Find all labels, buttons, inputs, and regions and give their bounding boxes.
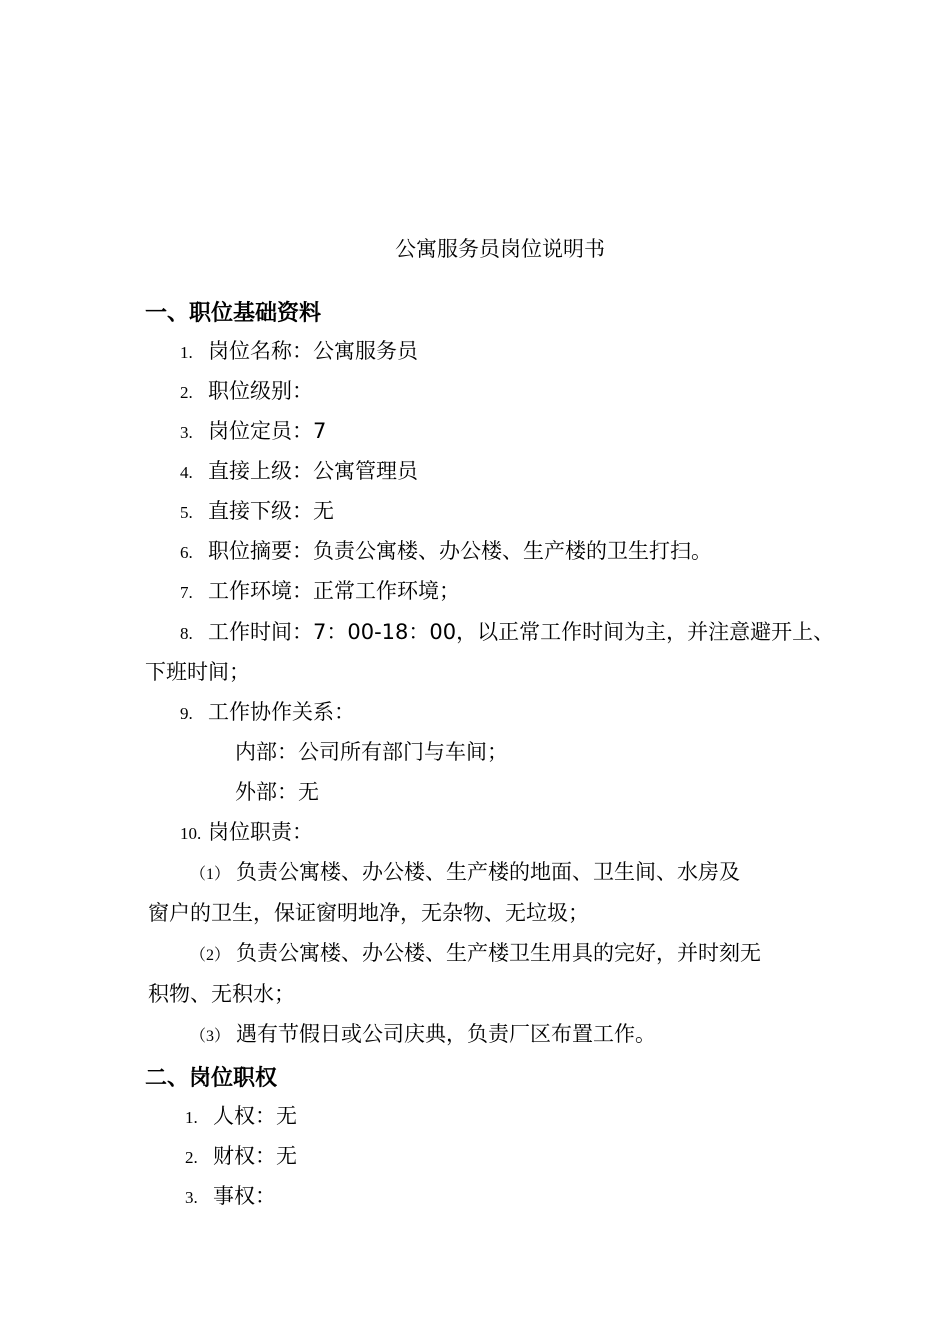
list-item: 7. 工作环境：正常工作环境； — [180, 579, 460, 603]
section-heading-authority: 二、岗位职权 — [145, 1066, 278, 1091]
list-item: 1. 岗位名称：公寓服务员 — [180, 339, 418, 363]
cooperation-internal: 内部：公司所有部门与车间； — [235, 740, 508, 764]
document-title: 公寓服务员岗位说明书 — [395, 237, 605, 261]
list-item-continuation: 下班时间； — [145, 660, 250, 684]
duty-item-continuation: 积物、无积水； — [148, 982, 295, 1006]
list-item: 2. 职位级别： — [180, 379, 313, 403]
list-item: 4. 直接上级：公寓管理员 — [180, 459, 418, 483]
section-heading-basic-info: 一、职位基础资料 — [145, 301, 322, 326]
duty-item: （2） 负责公寓楼、办公楼、生产楼卫生用具的完好，并时刻无 — [190, 941, 762, 965]
cooperation-external: 外部：无 — [235, 780, 319, 804]
list-item: 10. 岗位职责： — [180, 820, 313, 844]
list-item: 8. 工作时间：7：00-18：00，以正常工作时间为主，并注意避开上、 — [180, 620, 835, 644]
duty-item: （1） 负责公寓楼、办公楼、生产楼的地面、卫生间、水房及 — [190, 860, 741, 884]
duty-item: （3） 遇有节假日或公司庆典，负责厂区布置工作。 — [190, 1022, 657, 1046]
list-item: 6. 职位摘要：负责公寓楼、办公楼、生产楼的卫生打扫。 — [180, 539, 712, 563]
list-item: 5. 直接下级：无 — [180, 499, 334, 523]
list-item: 3. 岗位定员：7 — [180, 419, 327, 443]
list-item: 9. 工作协作关系： — [180, 700, 355, 724]
list-item: 3. 事权： — [185, 1184, 276, 1208]
list-item: 1. 人权：无 — [185, 1104, 297, 1128]
list-item: 2. 财权：无 — [185, 1144, 297, 1168]
duty-item-continuation: 窗户的卫生，保证窗明地净，无杂物、无垃圾； — [148, 901, 589, 925]
